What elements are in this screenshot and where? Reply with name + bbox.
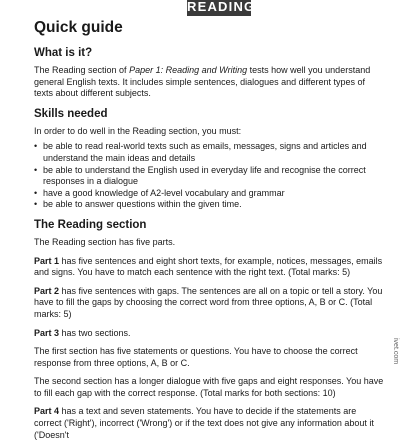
section-heading: The Reading section <box>34 218 147 231</box>
part-1-label: Part 1 <box>34 255 60 266</box>
part-1-paragraph <box>34 256 384 279</box>
paper-title: Paper 1: Reading and Writing <box>129 65 248 75</box>
list-item: • have a good knowledge of A2-level vocabulary and grammar <box>34 188 384 200</box>
what-text-pre: The Reading section of <box>34 65 130 75</box>
page-title: Quick guide <box>34 19 123 36</box>
skills-intro: In order to do well in the Reading section, you must: <box>34 125 242 136</box>
part-3-paragraph <box>34 328 384 340</box>
part-3-label: Part 3 <box>34 327 60 338</box>
part-3-section-2: The second section has a longer dialogue with five gaps and eight responses. You have to fill each gap with the correct response. (Total marks for both sections: 10) <box>34 376 384 398</box>
what-paragraph <box>34 65 384 100</box>
side-url-text: ivet.com <box>392 338 399 365</box>
section-intro: The Reading section has five parts. <box>34 236 176 247</box>
list-item: • be able to read real-world texts such as emails, messages, signs and articles and understand the main ideas and details <box>34 141 384 164</box>
part-4-paragraph <box>34 406 384 441</box>
skills-heading: Skills needed <box>34 107 108 120</box>
section-banner: READING <box>187 0 256 14</box>
part-4-label: Part 4 <box>34 406 60 417</box>
part-2-paragraph <box>34 286 384 321</box>
part-2-text: has five sentences with gaps. The sentences are all on a topic or tell a story. You have to fill the gaps by choosing the correct word from three options, A, B or C. (Total marks: 5) <box>34 285 383 319</box>
page-content <box>34 19 384 448</box>
list-item: • be able to answer questions within the given time. <box>34 199 384 211</box>
part-4-text: has a text and seven statements. You have to decide if the statements are correct ('Right'), incorrect ('Wrong') or if the text does not give any information about it ('Doesn't <box>34 406 374 440</box>
part-1-text: has five sentences and eight short texts, for example, notices, messages, emails and signs. You have to match each sentence with the right text. (Total marks: 5) <box>34 255 383 278</box>
part-3-section-1: The first section has five statements or questions. You have to choose the correct response from three options, A, B or C. <box>34 346 358 368</box>
part-3-text: has two sections. <box>59 327 131 338</box>
skills-list <box>34 141 384 211</box>
list-item: • be able to understand the English used in everyday life and recognise the correct responses in a dialogue <box>34 165 384 188</box>
part-2-label: Part 2 <box>34 285 60 296</box>
what-text-post: tests how well you understand general English texts. It includes simple sentences, dialogues and different types of texts about different subjects. <box>34 65 371 99</box>
what-heading: What is it? <box>34 47 93 59</box>
